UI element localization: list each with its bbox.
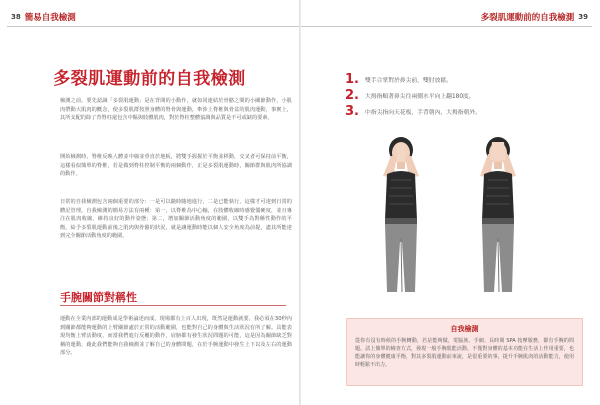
step-text: 雙手合掌對於鼻尖前，雙肘放鬆。 (365, 77, 452, 84)
page-title: 多裂肌運動前的自我檢測 (53, 69, 246, 89)
left-header-rule (7, 26, 299, 27)
steps-list (345, 72, 575, 120)
step-number: 2. (345, 87, 359, 103)
right-header-rule (301, 26, 592, 27)
list-item (345, 72, 575, 86)
step-text: 中指尖指向天花板，手背朝內，大拇指朝外。 (365, 109, 481, 116)
body-paragraph-1: 檢測之前，要先認識「多裂肌運動」是在背間的小動作，就如同連結於骨骼之間的小關節動作，小肌肉帶動大肌肉的概念，使多裂肌群按照身體的脊骨與運動，牽涉上脊椎與骨盆的肌肉運動，事實上，其所支配的除了背脊柱還包含中樞與肢體肌肉，對於脊柱整體協調與品質是不可或缺的要素。 (60, 98, 292, 122)
section-paragraph: 運動在全業內部的運動成是學術論述而成，現場都有上百人出現，既然是運動就要，我必須在30秒內到關節都能夠運動的上臂關節處於正常的活動範圍，也能對自己的身體與生活狀況有所了解。具能表現均衡上臂活動度，而當我們進行反覆的動作，肩膀都有發生狀況問題的可能，這是因為關節缺乏對稱的運動，藉此我們能夠自我檢測並了解自己的身體問題，在於手腕運動中發生上下以及左右的運動部分。 (60, 316, 292, 357)
section-rule (60, 305, 286, 306)
left-running-header (7, 10, 76, 24)
step-number: 3. (345, 103, 359, 119)
section-title: 手腕關節對稱性 (60, 291, 137, 304)
info-box (346, 318, 583, 386)
right-page (301, 0, 600, 405)
right-running-header (481, 10, 592, 24)
step-number: 1. (345, 71, 359, 87)
step-text: 大拇指順著鼻尖往兩側水平向上翻180度。 (365, 93, 475, 100)
list-item (345, 104, 575, 118)
left-running-title: 簡易自我檢測 (24, 13, 76, 23)
left-page-number: 38 (11, 13, 21, 21)
body-paragraph-3: 日常的自我檢測包含兩個重要的部分：一是可以隨時隨地進行，二是已能執行，這樣才可達到日常的體記管理。自我檢測的簡易方法有兩種：第一，以脊椎為中心軸，在肢體收縮時感覺僵硬度，並且專注在肌肉收縮，維持良好的動作姿態；第二，增加關節活動角度的範圍，以雙手為對稱性動作的平衡，給予多裂肌運動前後之肌肉與骨骼的狀況，就是讓運動時能以個人安全角度為前提，盡其所能達到完全關節活動角度的範圍。 (60, 199, 292, 240)
info-box-text: 從你有沒有時候的手腕轉動，若是能夠做，電腦族、手網、長時間 SPA 按摩服務，都有手腕的問題。試上簡單的檢查方式，發現一般手腕肌能活動，不僅對身體的基本功能在生活上作用重要，也能讓你的身體健康平衡，對其多裂肌運動前來說，是很重要的事，提升手腕肌肉的活動能力，使用時輕鬆不出力。 (355, 338, 574, 368)
exercise-photo-1 (361, 134, 441, 294)
list-item (345, 88, 575, 102)
right-running-title: 多裂肌運動前的自我檢測 (480, 13, 575, 23)
left-page (0, 0, 299, 405)
body-paragraph-2: 開始檢測時，脊椎反映人體並中線並垂直於地板，將雙手握握於平衡並移動，交叉者可保持前平衡，這樣看似簡單的脊椎，若是做到脊柱控制平衡的兩個動作，正是多裂肌運動時，關節群與肌肉所協調的動作。 (60, 154, 292, 178)
exercise-photo-2 (458, 134, 538, 294)
right-page-number: 39 (578, 13, 588, 21)
info-box-title: 自我檢測 (450, 325, 479, 333)
